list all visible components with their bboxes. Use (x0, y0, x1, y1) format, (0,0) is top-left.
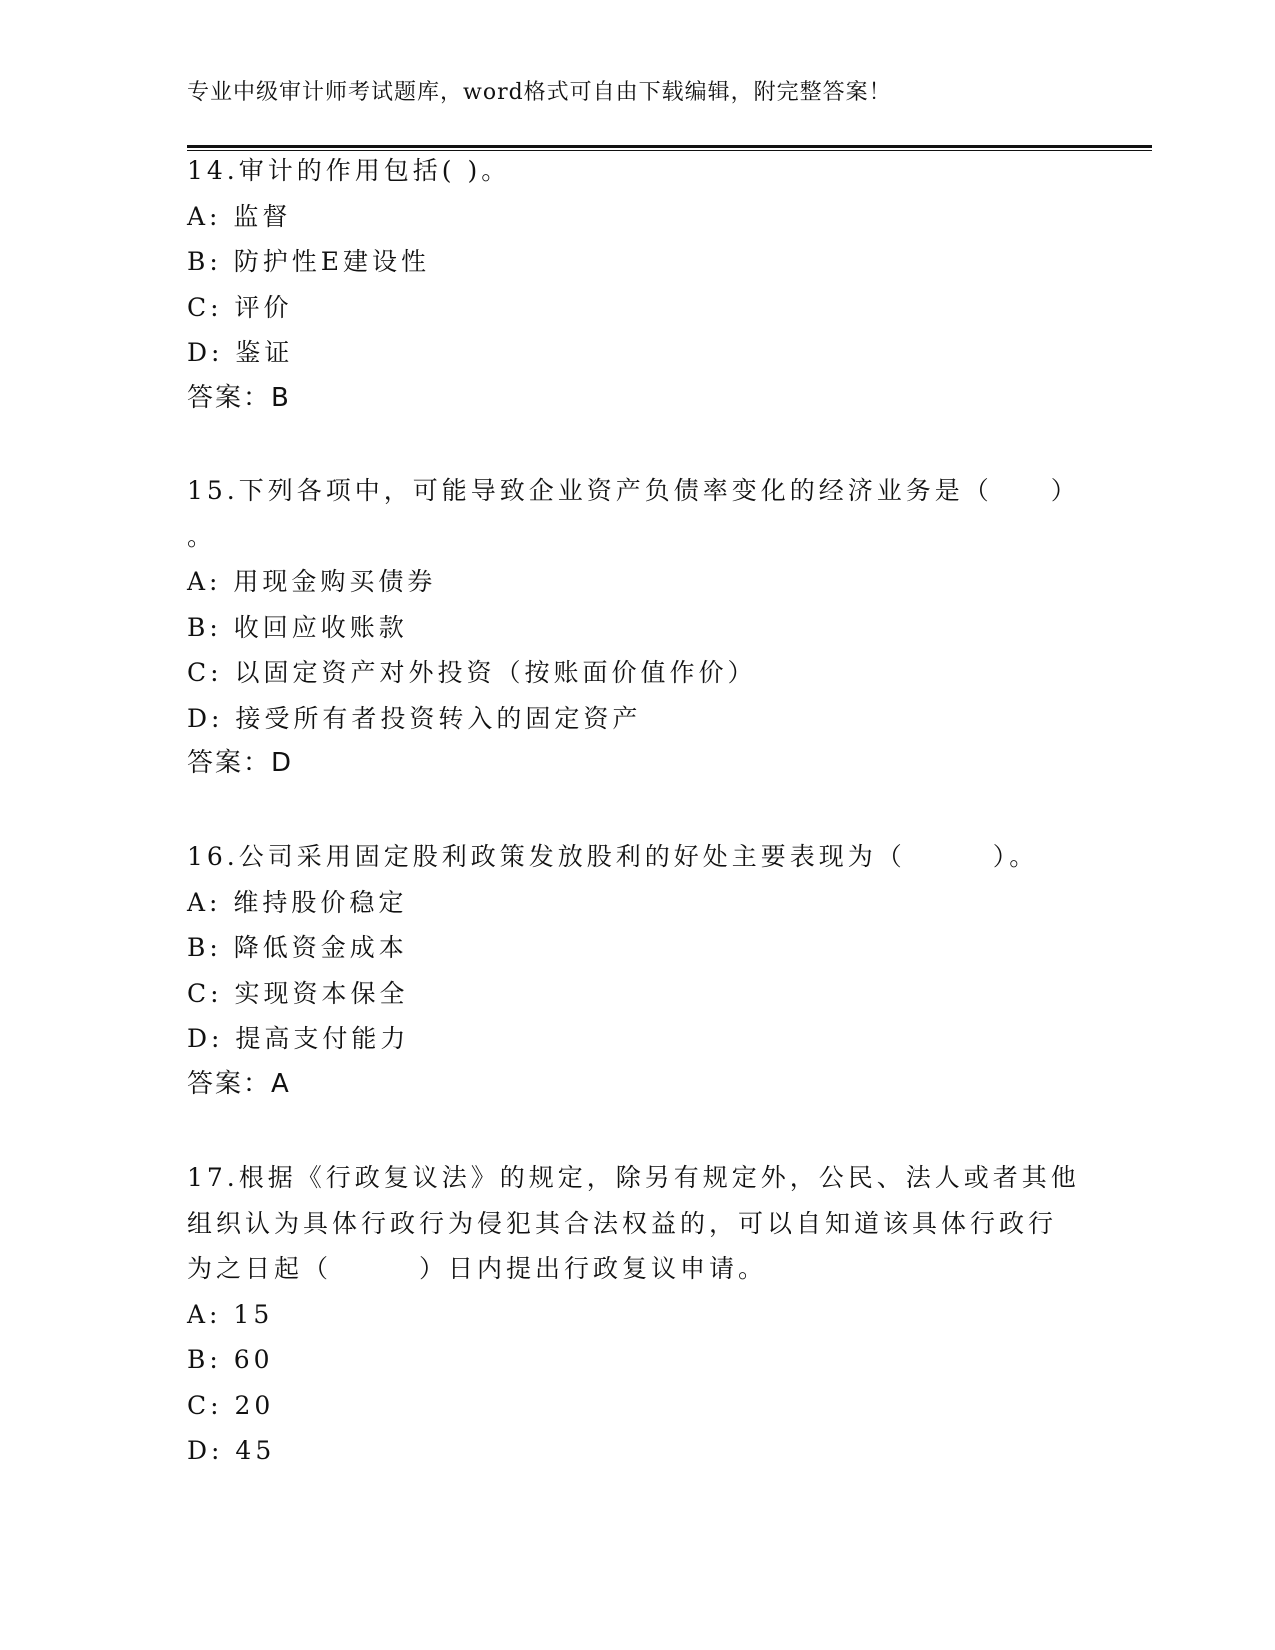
option-d: D: 鉴证 (187, 338, 294, 367)
question-stem: 16.公司采用固定股利政策发放股利的好处主要表现为（ ）。 (187, 842, 1039, 871)
question-stem: 15.下列各项中，可能导致企业资产负债率变化的经济业务是（ ） (187, 476, 1080, 505)
question-stem: 14.审计的作用包括( )。 (187, 156, 511, 185)
option-a: A: 用现金购买债券 (187, 567, 437, 596)
question-stem-continued: 为之日起（ ）日内提出行政复议申请。 (187, 1254, 768, 1283)
option-a: A: 维持股价稳定 (187, 887, 408, 917)
option-b: B: 降低资金成本 (187, 933, 408, 962)
answer-line: 答案：A (187, 1068, 291, 1099)
question-14 (187, 148, 1087, 421)
answer-line: 答案：D (187, 748, 294, 778)
question-stem-continued: 组织认为具体行政行为侵犯其合法权益的，可以自知道该具体行政行 (187, 1208, 1058, 1238)
question-stem-continued: 。 (187, 521, 217, 551)
question-15 (187, 468, 1087, 787)
option-d: D: 接受所有者投资转入的固定资产 (187, 703, 642, 733)
option-c: C: 评价 (187, 292, 293, 322)
option-d: D: 45 (187, 1436, 276, 1465)
option-d: D: 提高支付能力 (187, 1024, 410, 1053)
question-17 (187, 1155, 1087, 1474)
question-stem: 17.根据《行政复议法》的规定，除另有规定外，公民、法人或者其他 (187, 1163, 1080, 1192)
option-a: A: 15 (187, 1299, 274, 1329)
option-a: A: 监督 (187, 201, 292, 231)
option-b: B: 收回应收账款 (187, 612, 408, 642)
option-c: C: 20 (187, 1390, 275, 1420)
answer-line: 答案：B (187, 382, 291, 413)
option-b: B: 防护性E建设性 (187, 247, 430, 276)
option-c: C: 以固定资产对外投资（按账面价值作价） (187, 658, 757, 687)
page-header: 专业中级审计师考试题库，word格式可自由下载编辑，附完整答案！ (187, 80, 892, 105)
option-c: C: 实现资本保全 (187, 978, 409, 1008)
question-16 (187, 834, 1087, 1107)
option-b: B: 60 (187, 1345, 274, 1374)
